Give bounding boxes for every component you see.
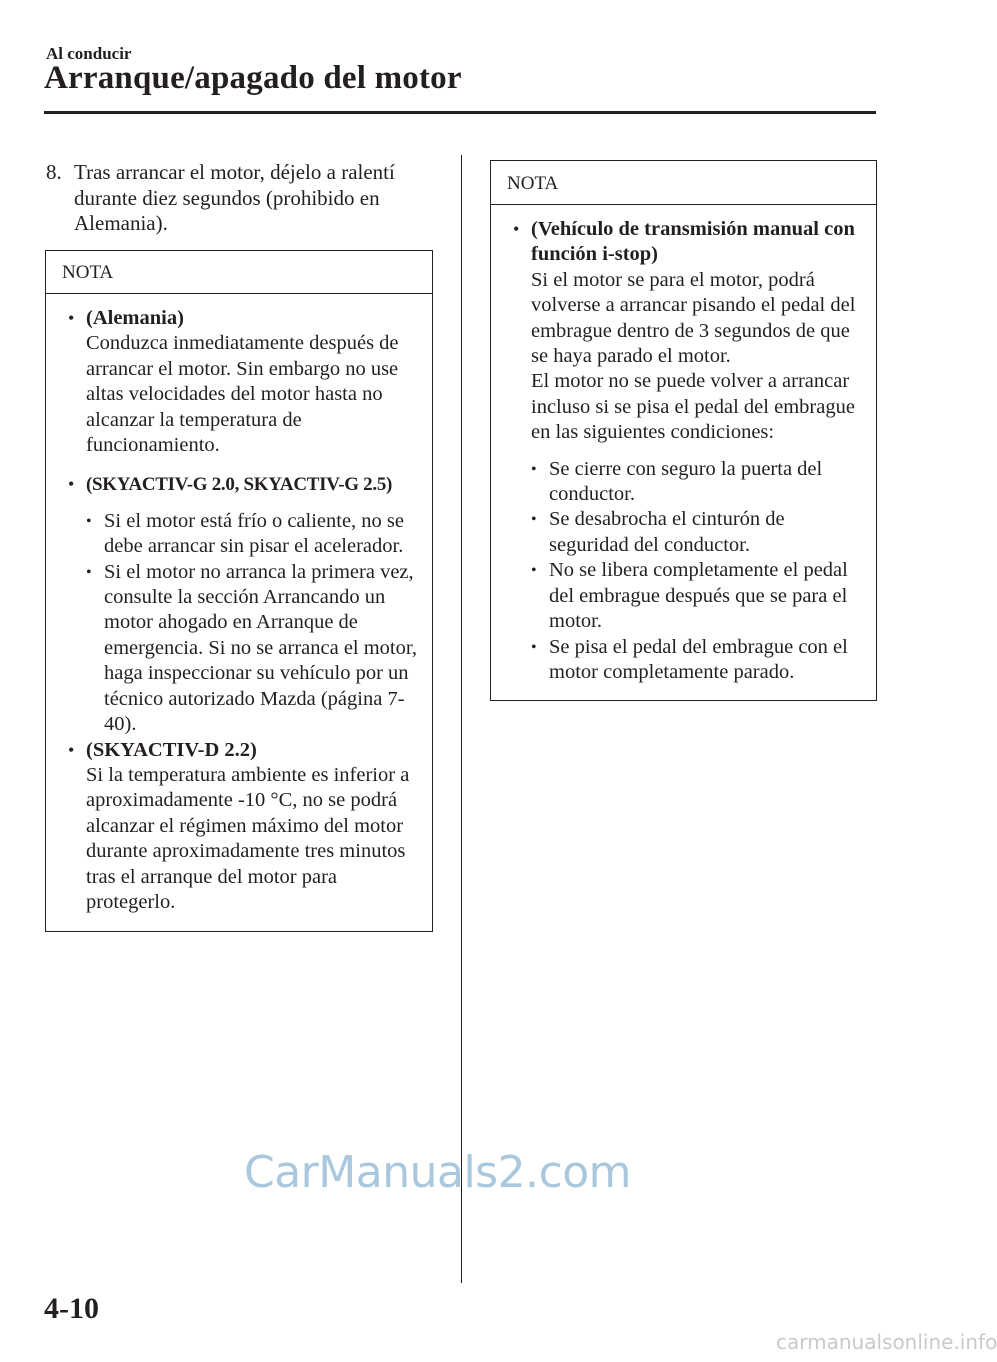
- sub-item: [531, 635, 868, 686]
- sub-bullet-icon: •: [531, 460, 537, 478]
- note-item-text: Conduzca inmediatamente después de arrancar el motor. Sin embargo no use altas velocidades del motor hasta no alcanzar la temperatura de funcionamiento.: [86, 332, 399, 457]
- bullet-icon: •: [68, 739, 75, 760]
- note-item-text: Si la temperatura ambiente es inferior a aproximadamente -10 °C, no se podrá alcanzar el régimen máximo del motor durante aproximadamente tres minutos tras el arranque del motor para protegerlo.: [86, 763, 410, 913]
- sub-item: [531, 507, 868, 558]
- note-heading: NOTA: [491, 161, 876, 205]
- page-number: 4-10: [44, 1292, 99, 1325]
- sub-item: [531, 558, 868, 634]
- note-body: [491, 205, 876, 685]
- sub-item-text: No se libera completamente el pedal del embrague después que se para el motor.: [549, 559, 848, 633]
- sub-item-text: Si el motor no arranca la primera vez, consulte la sección Arrancando un motor ahogado en Arranque de emergencia. Si no se arranca el motor, haga inspeccionar su vehículo por un técnico autorizado Mazda (página 7-40).: [104, 560, 418, 736]
- note-item-skyactiv-d: [68, 738, 424, 916]
- title-rule: [44, 111, 876, 114]
- note-box-right: [490, 160, 877, 701]
- page-title: Arranque/apagado del motor: [44, 60, 462, 96]
- sub-list: [531, 457, 868, 686]
- note-item-title: (SKYACTIV-D 2.2): [86, 738, 257, 761]
- sub-item-text: Se cierre con seguro la puerta del conductor.: [549, 457, 823, 506]
- note-item-title: (Vehículo de transmisión manual con función i-stop): [531, 218, 855, 266]
- sub-item-text: Si el motor está frío o caliente, no se debe arrancar sin pisar el acelerador.: [104, 509, 405, 558]
- sub-item: [86, 509, 424, 560]
- watermark: CarManuals2.com: [244, 1147, 632, 1198]
- note-item-skyactiv-g: [68, 472, 424, 737]
- column-divider: [461, 155, 462, 1283]
- sub-bullet-icon: •: [531, 638, 537, 656]
- note-item-germany: [68, 306, 424, 458]
- footer-site: carmanualsonline.info: [776, 1330, 997, 1354]
- note-box-left: [45, 250, 433, 932]
- bullet-icon: •: [68, 474, 75, 495]
- bullet-icon: •: [513, 219, 520, 239]
- step-8: [46, 160, 436, 237]
- sub-list: [86, 509, 424, 738]
- sub-bullet-icon: •: [531, 562, 537, 580]
- sub-item: [531, 457, 868, 508]
- note-item-text: El motor no se puede volver a arrancar incluso si se pisa el pedal del embrague en las siguientes condiciones:: [531, 370, 855, 444]
- sub-item: [86, 560, 424, 738]
- note-item-manual-istop: [513, 217, 868, 685]
- sub-item-text: Se desabrocha el cinturón de seguridad del conductor.: [549, 508, 785, 556]
- note-item-title: (Alemania): [86, 307, 184, 329]
- sub-bullet-icon: •: [86, 512, 92, 530]
- sub-item-text: Se pisa el pedal del embrague con el motor completamente parado.: [549, 635, 848, 683]
- bullet-icon: •: [68, 308, 75, 328]
- sub-bullet-icon: •: [86, 563, 92, 581]
- section-label: Al conducir: [46, 44, 132, 63]
- note-item-text: Si el motor se para el motor, podrá volverse a arrancar pisando el pedal del embrague dentro de 3 segundos de que se haya parado el motor.: [531, 268, 856, 368]
- note-body: [46, 294, 432, 915]
- note-heading: NOTA: [46, 251, 432, 294]
- step-number: 8.: [46, 160, 62, 184]
- note-item-title: (SKYACTIV-G 2.0, SKYACTIV-G 2.5): [86, 474, 393, 496]
- step-text: Tras arrancar el motor, déjelo a ralentí durante diez segundos (prohibido en Alemania).: [74, 160, 395, 235]
- sub-bullet-icon: •: [531, 511, 537, 529]
